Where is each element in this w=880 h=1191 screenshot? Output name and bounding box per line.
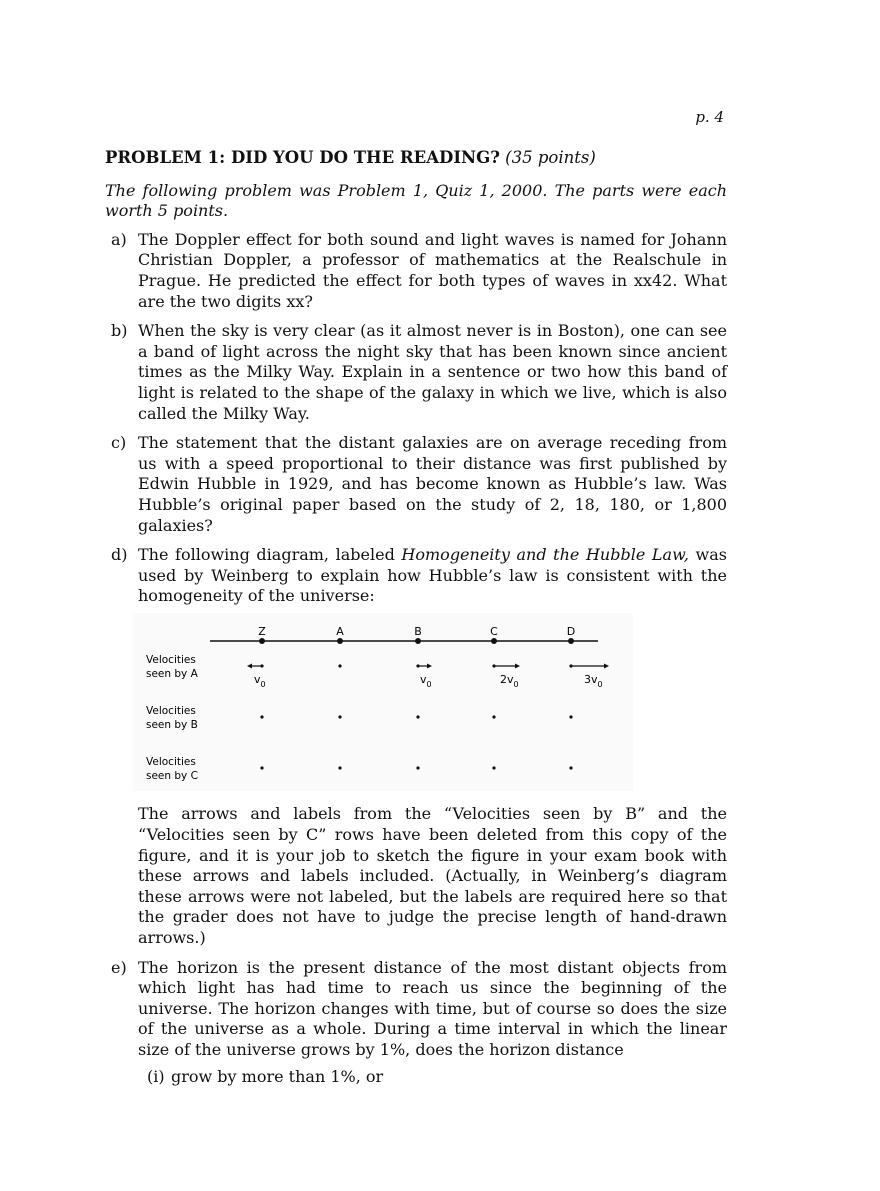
point-d (567, 625, 575, 644)
part-d-after-diagram: The arrows and labels from the “Velocities seen by B” and the “Velocities seen by C” rows have been deleted from this copy of the figure, and it is your job to sketch the figure in your exam book with these arrows and labels included. (Actually, in Weinberg’s diagram these arrows were not labeled, but the labels are required here so that the grader does not have to judge the precise length of hand-drawn arrows.) (138, 804, 727, 948)
part-text: When the sky is very clear (as it almost never is in Boston), one can see a band of light across the night sky that has been known since ancient times as the Milky Way. Explain in a sentence or two how this band of light is related to the shape of the galaxy in which we live, which is also called the Milky Way. (138, 321, 727, 423)
row-label-b-line1: Velocities (146, 704, 196, 717)
part-label: d) (111, 545, 128, 565)
part-text: The Doppler effect for both sound and light waves is named for Johann Christian Doppler, a professor of mathematics at the Realschule in Prague. He predicted the effect for both types of waves in xx42. What are the two digits xx? (138, 229, 727, 311)
option-text: grow by more than 1%, or (171, 1066, 384, 1086)
page-number: p. 4 (695, 108, 724, 126)
problem-title-text: PROBLEM 1: DID YOU DO THE READING? (105, 148, 500, 167)
part-text: The horizon is the present distance of the most distant objects from which light has had time to reach us since the beginning of the universe. The horizon changes with time, but of course so does the size of the universe as a whole. During a time interval in which the linear size of the universe grows by 1%, does the horizon distance (138, 957, 727, 1059)
problem-points: (35 points) (505, 148, 596, 167)
row-label-c-line1: Velocities (146, 755, 196, 768)
point-label-c: C (490, 624, 498, 638)
velocity-dot-a (338, 664, 341, 667)
part-a (105, 230, 727, 312)
part-text: The statement that the distant galaxies are on average receding from us with a speed proportional to their distance was first published by Edwin Hubble in 1929, and has become known as Hubble’s law. Was Hubble’s original paper based on the study of 2, 18, 180, or 1,800 galaxies? (138, 433, 727, 535)
part-text: The following diagram, labeled Homogeneity and the Hubble Law, was used by Weinberg to explain how Hubble’s law is consistent with the homogeneity of the universe: (138, 545, 727, 606)
hubble-law-diagram (133, 613, 633, 791)
row-label-c-line2: seen by C (146, 769, 198, 782)
velocity-label-c: $2v_0$ (500, 672, 519, 689)
part-e (105, 958, 727, 1061)
point-label-z: Z (258, 624, 266, 638)
row-label-a-line1: Velocities (146, 653, 196, 666)
problem-title (105, 148, 727, 169)
part-label: c) (111, 433, 127, 453)
part-label: e) (111, 957, 127, 977)
option-label: (i) (147, 1066, 165, 1086)
row-label-b-line2: seen by B (146, 718, 198, 731)
problem-intro: The following problem was Problem 1, Quiz 1, 2000. The parts were each worth 5 points. (105, 180, 727, 221)
point-label-d: D (566, 624, 576, 638)
part-label: b) (111, 321, 128, 341)
document-body (105, 148, 727, 1087)
part-c (105, 433, 727, 536)
velocity-label-b: $v_0$ (420, 672, 432, 689)
velocity-label-z: $v_0$ (254, 672, 266, 689)
part-label: a) (111, 229, 127, 249)
part-b (105, 321, 727, 424)
point-b (414, 625, 422, 644)
point-label-b: B (414, 624, 422, 638)
velocity-label-d: $3v_0$ (584, 672, 603, 689)
diagram-title-ref: Homogeneity and the Hubble Law, (401, 545, 689, 565)
part-d (105, 545, 727, 607)
part-e-option-i (105, 1067, 727, 1088)
point-label-a: A (336, 624, 344, 638)
point-c (490, 625, 498, 644)
row-label-a-line2: seen by A (146, 667, 198, 680)
